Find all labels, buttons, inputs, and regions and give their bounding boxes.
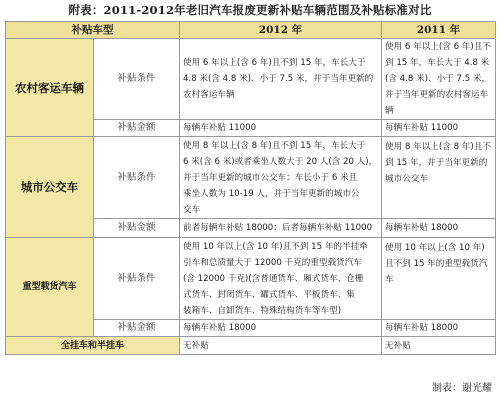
- amount-2011: 无补贴: [382, 337, 496, 355]
- vehicle-type-cell: 城市公交车: [6, 137, 94, 238]
- amount-2012: 每辆车补贴 18000: [180, 320, 382, 337]
- table-row: [6, 39, 496, 120]
- condition-2011: 使用 8 年以上(含 8 年)且不 到 15 年，并于当年更新的 城市公交车: [382, 137, 496, 219]
- condition-2011: 使用 10 年以上(含 10 年) 且不到 15 年的重型载货汽 车: [382, 238, 496, 320]
- vehicle-type-cell: 全挂车和半挂车: [6, 337, 180, 355]
- amount-2012: 无补贴: [180, 337, 382, 355]
- table-author: 制表：谢光耀: [432, 383, 492, 394]
- condition-label: 补贴条件: [94, 39, 180, 120]
- header-2011: 2011 年: [382, 22, 496, 39]
- table-title: 附表：2011-2012年老旧汽车报废更新补贴车辆范围及补贴标准对比: [68, 3, 432, 17]
- amount-label: 补贴金额: [94, 120, 180, 137]
- condition-label: 补贴条件: [94, 137, 180, 219]
- condition-2012: 使用 6 年以上(含 6 年)且不到 15 年，车长大于 4.8 米(含 4.8 米)、小于 7.5 米，并于当年更新的 农村客运车辆: [180, 39, 382, 120]
- table-row: [6, 238, 496, 320]
- table-row: [6, 337, 496, 355]
- condition-label: 补贴条件: [94, 238, 180, 320]
- header-2012: 2012 年: [180, 22, 382, 39]
- header-type: 补贴车型: [6, 22, 180, 39]
- condition-2012: 使用 10 年以上(含 10 年)且不到 15 年的半挂牵 引车和总质量大于 12000 千克的重型载货汽车 (含 12000 千克)(含普通货车、厢式货车、仓栅 式货车、封闭货车、罐式货车、平板货车、集 装箱车、自卸货车、特殊结构货车等车型): [180, 238, 382, 320]
- vehicle-type-cell: 重型载货汽车: [6, 238, 94, 337]
- condition-2012: 使用 8 年以上(含 8 年)且不到 15 年，车长大于 6 米(含 6 米)或者乘坐人数大于 20 人(含 20 人)， 并于当年更新的城市公交车；车长小于 6 米且 乘坐人数为 10-19 人，并于当年更新的城市公 交车: [180, 137, 382, 219]
- amount-2011: 每辆车补贴 18000: [382, 320, 496, 337]
- comparison-table: [5, 21, 496, 355]
- condition-2011: 使用 6 年以上(含 6 年)且不 到 15 年，车长大于 4.8 米 (含 4.8 米)、小于 7.5 米， 并于当年更新的农村客运车辆: [382, 39, 496, 120]
- amount-label: 补贴金额: [94, 320, 180, 337]
- amount-2012: 每辆车补贴 11000: [180, 120, 382, 137]
- table-row: [6, 137, 496, 219]
- amount-2012: 前者每辆车补贴 18000；后者每辆车补贴 11000: [180, 219, 382, 238]
- vehicle-type-cell: 农村客运车辆: [6, 39, 94, 137]
- amount-2011: 每辆车补贴 11000: [382, 120, 496, 137]
- amount-2011: 每辆车补贴 18000: [382, 219, 496, 238]
- amount-label: 补贴金额: [94, 219, 180, 238]
- header-row: [6, 22, 496, 39]
